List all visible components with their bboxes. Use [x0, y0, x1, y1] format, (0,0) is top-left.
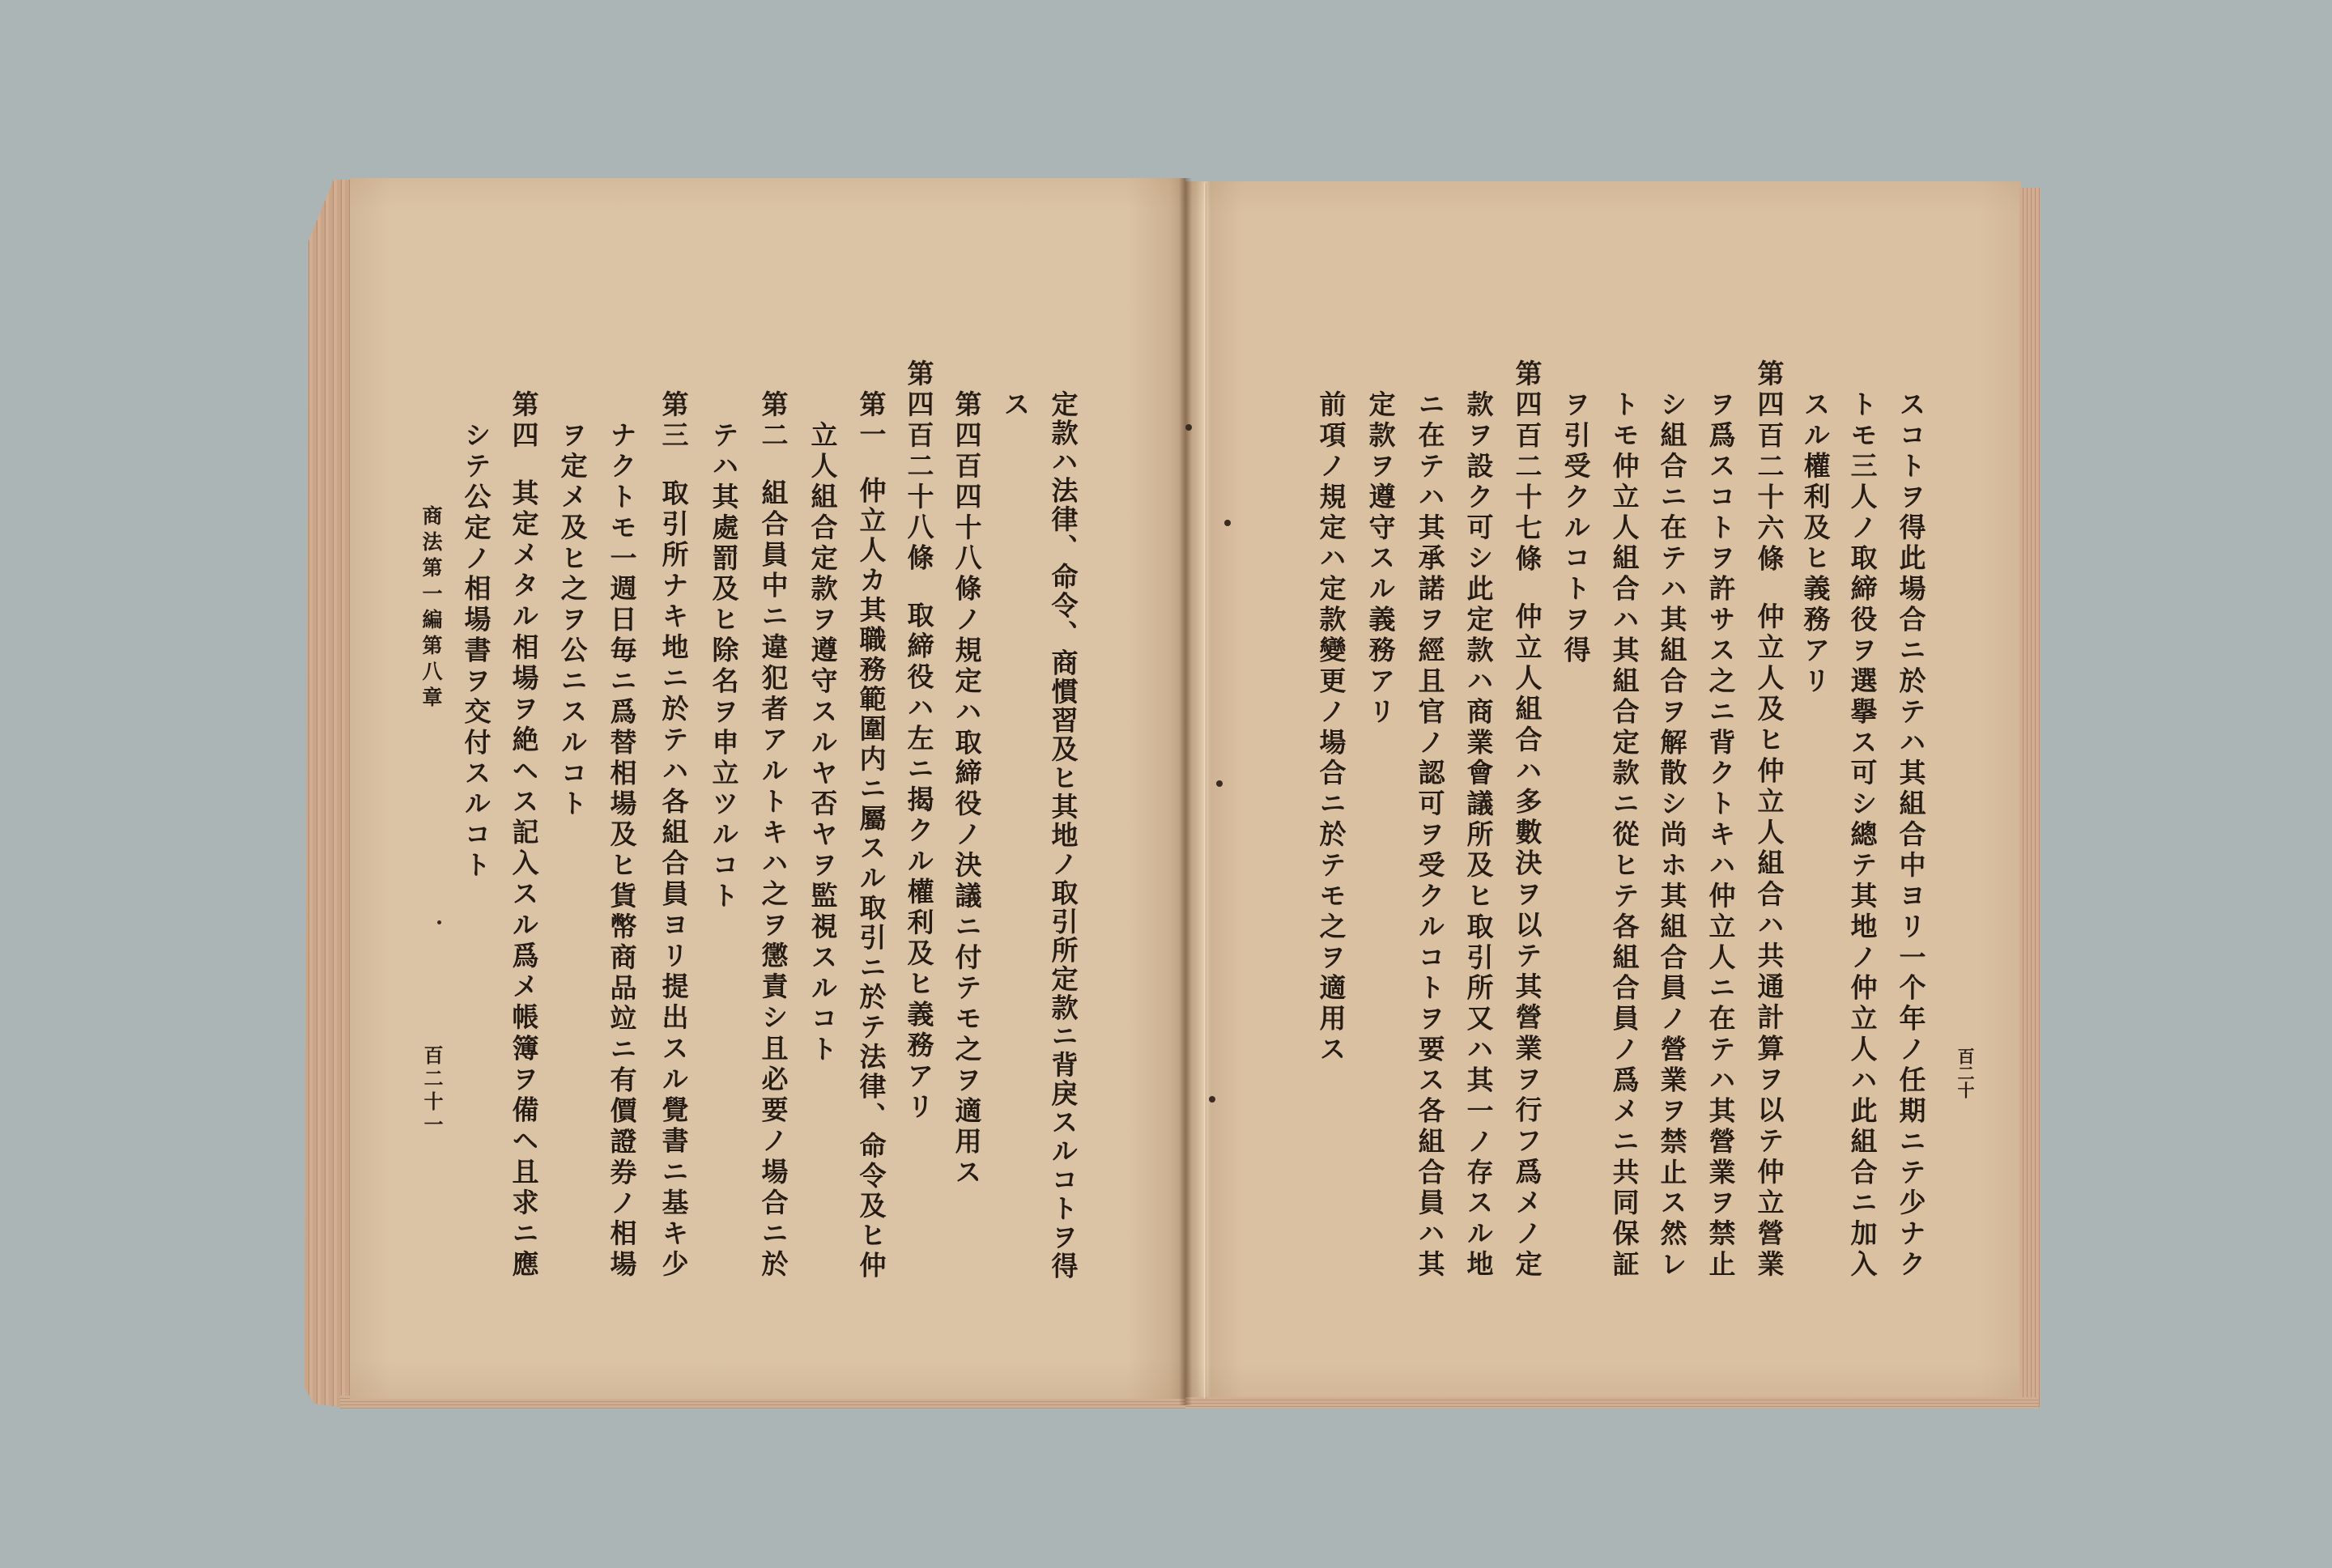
right-page-bottom-edges: [1185, 1397, 2039, 1409]
running-footer: 商法第一編第八章: [419, 505, 443, 712]
text-column: ナクトモ一週日毎ニ爲替相場及ヒ貨幣商品竝ニ有價證券ノ相場: [606, 421, 638, 1281]
item-text: 其定メタル相場ヲ絶ヘス記入スル爲メ帳簿ヲ備ヘ且求ニ應: [508, 478, 540, 1281]
book-spine: [1179, 178, 1192, 1405]
item-heading: 第一: [855, 390, 887, 450]
text-column: スコトヲ得此場合ニ於テハ其組合中ヨリ一个年ノ任期ニテ少ナク: [1895, 390, 1927, 1281]
item-heading: 第四: [508, 390, 540, 453]
item-text: 組合員中ニ違犯者アルトキハ之ヲ懲責シ且必要ノ場合ニ於: [757, 478, 789, 1281]
text-column: トモ三人ノ取締役ヲ選擧ス可シ總テ其地ノ仲立人ハ此組合ニ加入: [1846, 390, 1879, 1281]
right-page-edges: [2019, 188, 2040, 1407]
text-column: ヲ定メ及ヒ之ヲ公ニスルコト: [556, 421, 589, 821]
article-heading: 第四百二十六條: [1753, 359, 1785, 576]
article-text: 取締役ハ左ニ揭クル權利及ヒ義務アリ: [903, 601, 935, 1124]
text-column: [903, 359, 935, 1124]
text-column: [757, 390, 789, 1281]
text-column: シテ公定ノ相場書ヲ交付スルコト: [460, 421, 492, 882]
article-heading: 第四百二十八條: [903, 359, 935, 575]
binding-hole: [1224, 520, 1231, 526]
text-column: [855, 390, 887, 1281]
text-column: シ組合ニ在テハ其組合ヲ解散シ尚ホ其組合員ノ營業ヲ禁止ス然レ: [1656, 390, 1688, 1281]
text-column: ス: [999, 390, 1032, 421]
text-column: スル權利及ヒ義務アリ: [1799, 390, 1832, 698]
page-number: 百二十: [1955, 1047, 1976, 1098]
text-column: 立人組合定款ヲ遵守スルヤ否ヤヲ監視スルコト: [806, 421, 839, 1066]
text-column: 定款ハ法律、命令、商慣習及ヒ其地ノ取引所定款ニ背戾スルコトヲ得: [1047, 390, 1079, 1281]
print-mark: [437, 920, 441, 924]
text-column: ニ在テハ其承諾ヲ經且官ノ認可ヲ受クルコトヲ要ス各組合員ハ其: [1414, 390, 1446, 1281]
item-heading: 第二: [757, 390, 789, 453]
text-column: [657, 390, 690, 1281]
binding-hole: [1216, 780, 1223, 787]
text-column: 第四百四十八條ノ規定ハ取締役ノ決議ニ付テモ之ヲ適用ス: [951, 390, 983, 1189]
text-column: ヲ爲スコトヲ許サス之ニ背クトキハ仲立人ニ在テハ其營業ヲ禁止: [1704, 390, 1737, 1281]
page-number: 百二十一: [420, 1045, 444, 1137]
article-text: 仲立人組合ハ多數決ヲ以テ其營業ヲ行フ爲メノ定: [1511, 601, 1543, 1281]
text-column: 款ヲ設ク可シ此定款ハ商業會議所及ヒ取引所又ハ其一ノ存スル地: [1462, 390, 1495, 1281]
item-text: 仲立人カ其職務範圍内ニ屬スル取引ニ於テ法律、命令及ヒ仲: [855, 476, 887, 1281]
article-text: 仲立人及ヒ仲立人組合ハ共通計算ヲ以テ仲立營業: [1753, 601, 1785, 1281]
text-column: テハ其處罰及ヒ除名ヲ申立ツルコト: [708, 421, 740, 912]
text-column: [1511, 359, 1543, 1281]
item-text: 取引所ナキ地ニ於テハ各組合員ヨリ提出スル覺書ニ基キ少: [657, 478, 690, 1281]
article-heading: 第四百二十七條: [1511, 359, 1543, 576]
left-page-edges: [304, 180, 351, 1409]
text-column: 定款ヲ遵守スル義務アリ: [1364, 390, 1397, 729]
text-column: [1753, 359, 1785, 1281]
text-column: [508, 390, 540, 1281]
binding-hole: [1209, 1096, 1215, 1103]
text-column: ヲ引受クルコトヲ得: [1560, 390, 1592, 667]
text-column: トモ仲立人組合ハ其組合定款ニ從ヒテ各組合員ノ爲メニ共同保証: [1608, 390, 1640, 1281]
item-heading: 第三: [657, 390, 690, 453]
page-crease: [1204, 183, 1206, 1399]
text-column: 前項ノ規定ハ定款變更ノ場合ニ於テモ之ヲ適用ス: [1315, 390, 1347, 1066]
binding-hole: [1185, 424, 1192, 431]
